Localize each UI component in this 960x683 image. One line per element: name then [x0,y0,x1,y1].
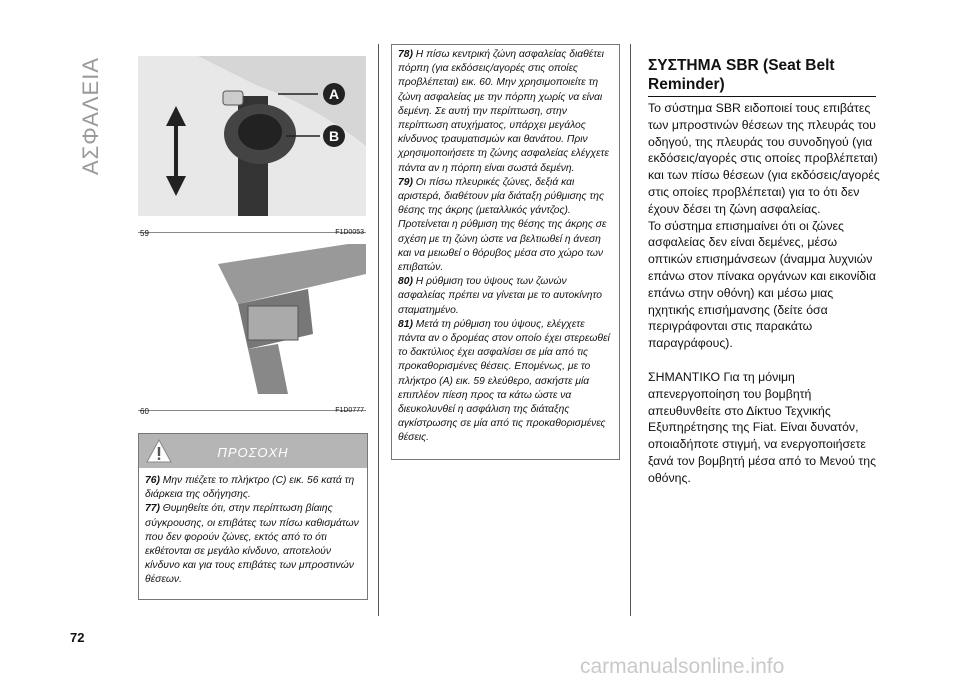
note-text: Οι πίσω πλευρικές ζώνες, δεξιά και αριστερά, διαθέτουν μία διάταξη ρύθμισης της θέσης της άκρης (μεταλλικός γάντζος). Προτείνεται η ρύθμιση της θέσης της άκρης σε σχέση με τη ζώνη ώστε να βελτιωθεί η άνεση και να μειωθεί ο θόρυβος μέσα στο χώρο των επιβατών. [398,176,607,274]
figure-59 [138,56,366,238]
warning-header [139,434,367,468]
figure-code: F1D0777 [335,407,364,414]
chapter-title-text: ΑΣΦΑΛΕΙΑ [78,56,103,175]
column-divider [630,44,631,616]
section-title: ΣΥΣΤΗΜΑ SBR (Seat Belt Reminder) [648,56,876,97]
section-paragraph: Το σύστημα επισημαίνει ότι οι ζώνες ασφαλείας δεν είναι δεμένες, μέσω οπτικών επισημάνσεων (άναμμα λυχνιών επάνω στον πίνακα οργάνων και εικονίδια επάνω στην οθόνη) και μέσω μιας ηχητικής επισήμανσης (δείτε όσα περιγράφονται στις παρακάτω παραγράφους). [648,218,877,351]
section-paragraph: ΣΗΜΑΝΤΙΚΟ Για τη μόνιμη απενεργοποίηση του βομβητή απευθυνθείτε στο Δίκτυο Τεχνικής Εξυπηρέτησης της Fiat. Είναι δυνατόν, οποιαδήποτε στιγμή, να ενεργοποιήσετε ξανά τον βομβητή μέσα από το Μενού της οθόνης. [648,369,877,485]
rear-center-belt-buckle-image [138,244,366,394]
note-paragraph [398,318,613,446]
note-number: 80) [398,276,413,288]
notes-box [391,44,620,460]
section-paragraph: Το σύστημα SBR ειδοποιεί τους επιβάτες των μπροστινών θέσεων της πλευράς του οδηγού, της πλευράς του συνοδηγού (για εκδόσεις/αγορές στις οποίες προβλέπεται) και των πίσω θέσεων (για εκδόσεις/αγορές στις οποίες προβλέπεται) για το ότι δεν έχουν δέσει τη ζώνη ασφαλείας. [648,101,880,216]
watermark: carmanualsonline.info [580,655,785,678]
note-text: Η πίσω κεντρική ζώνη ασφαλείας διαθέτει πόρπη (για εκδόσεις/αγορές στις οποίες προβλέπεται) εικ. 60. Μην χρησιμοποιείτε τη ζώνη ασφαλείας με την πόρπη χωρίς να είναι δεμένη. Σε αυτή την περίπτωση, στην περίπτωση ατυχήματος, υπάρχει μεγάλος κίνδυνος τραυματισμών και θανάτου. Πριν χρησιμοποιήσετε τη ζώνης ασφαλείας ελέγχετε πάντα αν η πόρπη είναι σωστά δεμένη. [398,49,609,174]
note-text: Θυμηθείτε ότι, στην περίπτωση βίαιης σύγκρουσης, οι επιβάτες των πίσω καθισμάτων που δεν φορούν ζώνες, εκτός από το ότι εκθέτονται σε μεγάλο κίνδυνο, αποτελούν κίνδυνο και για τους επιβάτες των μπροστινών θέσεων. [145,503,359,586]
section-body [648,100,880,487]
note-paragraph [398,176,613,275]
figure-label-a: A [328,86,340,102]
note-text: Μην πιέζετε το πλήκτρο (C) εικ. 56 κατά τη διάρκεια της οδήγησης. [145,475,355,501]
warning-body [139,468,367,588]
figure-number: 59 [140,229,149,238]
figure-label-b: B [328,128,340,144]
warning-title: ΠΡΟΣΟΧΗ [217,445,289,460]
note-number: 79) [398,176,413,188]
seat-belt-height-adjuster-image [138,56,366,216]
figure-number: 60 [140,407,149,416]
page-number: 72 [70,630,85,645]
chapter-side-title [58,55,118,175]
note-paragraph [398,48,613,176]
warning-paragraph [145,474,361,502]
figure-60 [138,244,366,416]
warning-paragraph [145,502,361,587]
column-divider [378,44,379,616]
note-text: Μετά τη ρύθμιση του ύψους, ελέγχετε πάντα αν ο δρομέας στον οποίο έχει στερεωθεί το δακτύλιος έχει ασφαλίσει σε μία από τις προκαθορισμένες θέσεις. Επομένως, με το πλήκτρο (A) εικ. 59 ελεύθερο, ασκήστε μία επιπλέον πίεση προς τα κάτω ώστε να διευκολυνθεί η ασφάλιση της διάταξης αγκίστρωσης σε μία από τις προκαθορισμένες θέσεις. [398,318,610,444]
note-number: 76) [145,475,160,486]
warning-box [138,433,368,600]
note-text: Η ρύθμιση του ύψους των ζωνών ασφαλείας πρέπει να γίνεται με το αυτοκίνητο σταματημένο. [398,276,602,316]
note-number: 81) [398,318,413,330]
note-paragraph [398,275,613,318]
note-number: 78) [398,49,413,60]
figure-code: F1D0053 [335,229,364,236]
note-number: 77) [145,503,160,515]
